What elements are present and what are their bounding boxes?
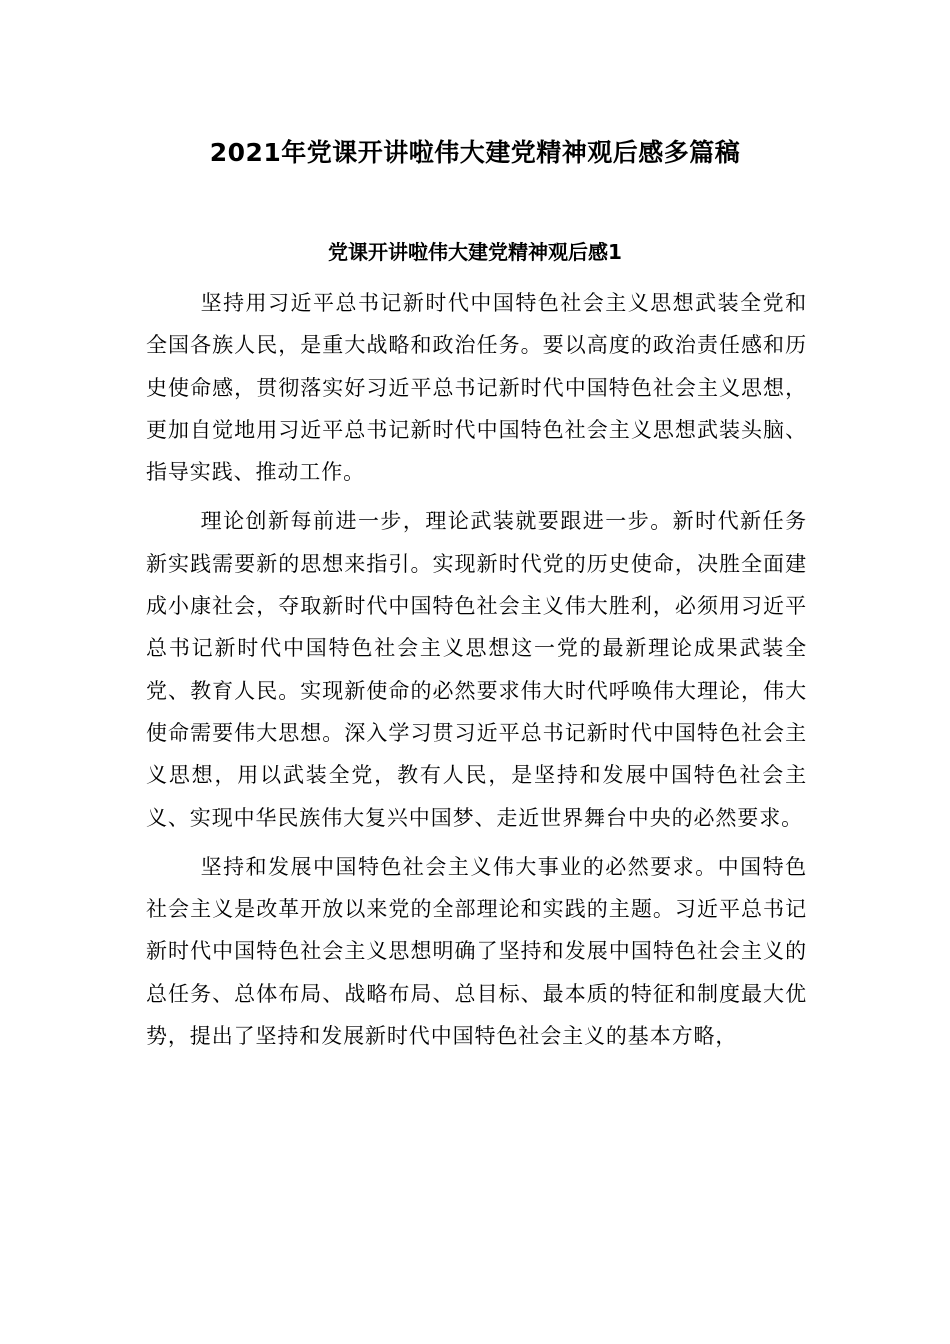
paragraph: 坚持和发展中国特色社会主义伟大事业的必然要求。中国特色社会主义是改革开放以来党的全部理论和实践的主题。习近平总书记新时代中国特色社会主义思想明确了坚持和发展中国特色社会主义的总任务、总体布局、战略布局、总目标、最本质的特征和制度最大优势，提出了坚持和发展新时代中国特色社会主义的基本方略， (146, 854, 807, 1049)
document-body (146, 282, 807, 1064)
paragraph: 理论创新每前进一步，理论武装就要跟进一步。新时代新任务新实践需要新的思想来指引。实现新时代党的历史使命，决胜全面建成小康社会，夺取新时代中国特色社会主义伟大胜利，必须用习近平总书记新时代中国特色社会主义思想这一党的最新理论成果武装全党、教育人民。实现新使命的必然要求伟大时代呼唤伟大理论，伟大使命需要伟大思想。深入学习贯习近平总书记新时代中国特色社会主义思想，用以武装全党，教有人民，是坚持和发展中国特色社会主义、实现中华民族伟大复兴中国梦、走近世界舞台中央的必然要求。 (146, 509, 807, 830)
section-heading: 党课开讲啦伟大建党精神观后感1 (328, 240, 622, 264)
paragraph: 坚持用习近平总书记新时代中国特色社会主义思想武装全党和全国各族人民，是重大战略和政治任务。要以高度的政治责任感和历史使命感，贯彻落实好习近平总书记新时代中国特色社会主义思想，更加自觉地用习近平总书记新时代中国特色社会主义思想武装头脑、指导实践、推动工作。 (146, 291, 807, 485)
document-title: 2021年党课开讲啦伟大建党精神观后感多篇稿 (209, 138, 741, 167)
